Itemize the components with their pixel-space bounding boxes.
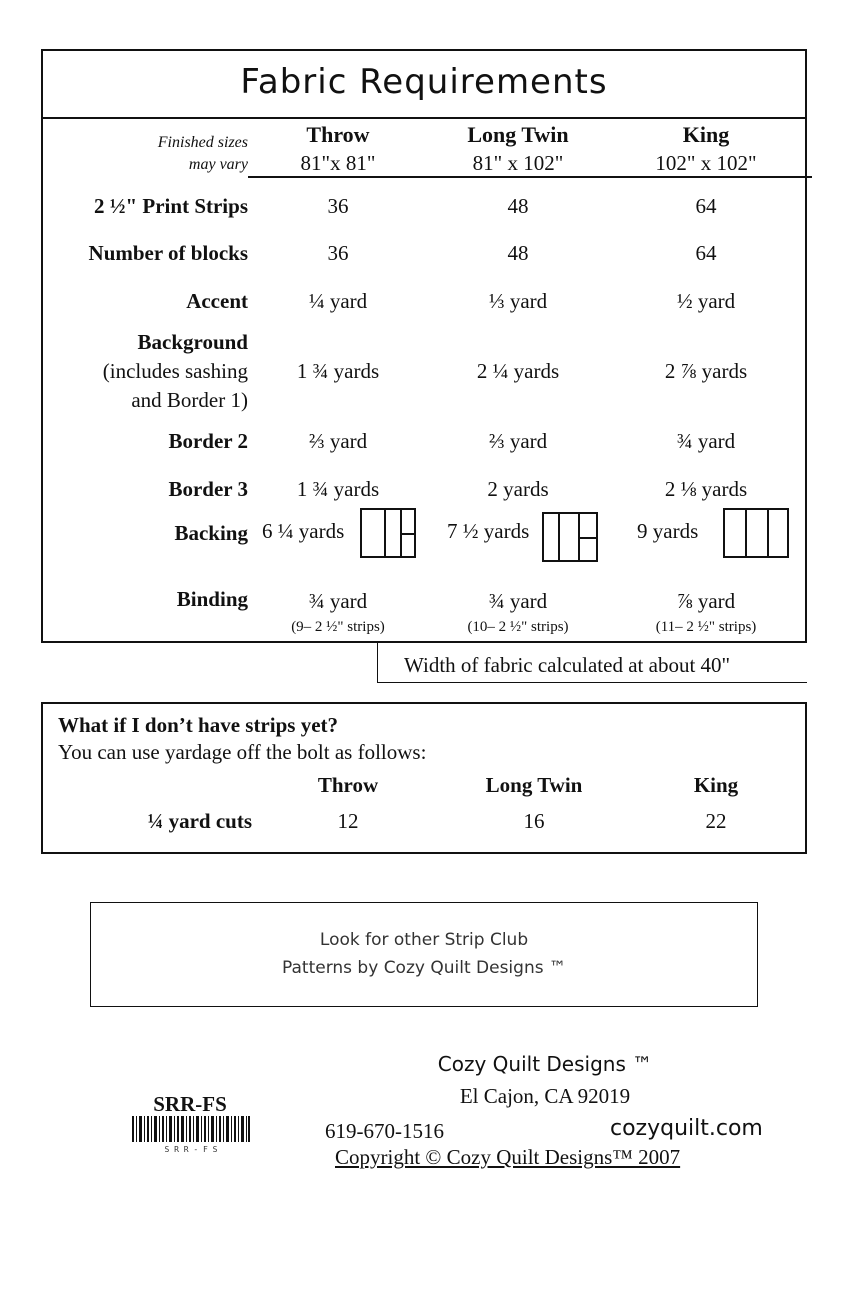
cuts-throw: 12: [337, 809, 359, 833]
binding-note-throw: (9– 2 ½" strips): [291, 619, 385, 635]
column-header-king: King: [682, 122, 730, 147]
print-strips-throw: 36: [327, 194, 349, 218]
row-label-backing: Backing: [174, 521, 248, 545]
blocks-throw: 36: [327, 241, 349, 265]
width-note-left-rule: [377, 643, 378, 683]
binding-note-long-twin: (10– 2 ½" strips): [467, 619, 569, 635]
background-label: Background: [137, 330, 248, 354]
accent-king: ½ yard: [676, 289, 736, 313]
column-header-long-twin: Long Twin: [467, 122, 569, 147]
width-note-bottom-rule: [377, 682, 807, 683]
row-label-accent: Accent: [186, 289, 248, 313]
border3-long-twin: 2 yards: [487, 477, 549, 501]
backing-panel-icon-throw: [360, 508, 416, 558]
border3-throw: 1 ¾ yards: [296, 477, 380, 501]
background-note-2: and Border 1): [131, 388, 248, 412]
binding-long-twin: ¾ yard: [488, 589, 548, 613]
fabric-title: Fabric Requirements: [240, 62, 608, 102]
binding-throw: ¾ yard: [308, 589, 368, 613]
quarter-yard-cuts-label: ¼ yard cuts: [147, 809, 252, 833]
strips-instruction: You can use yardage off the bolt as follows:: [58, 740, 427, 764]
border2-long-twin: ⅔ yard: [488, 429, 548, 453]
row-label-border2: Border 2: [168, 429, 248, 453]
accent-throw: ¼ yard: [308, 289, 368, 313]
company-website: cozyquilt.com: [610, 1116, 763, 1141]
width-of-fabric-note: Width of fabric calculated at about 40": [404, 653, 731, 677]
row-label-blocks: Number of blocks: [88, 241, 248, 265]
binding-note-king: (11– 2 ½" strips): [655, 619, 757, 635]
backing-long-twin: 7 ½ yards: [447, 519, 530, 543]
cuts-king: 22: [705, 809, 727, 833]
blocks-long-twin: 48: [507, 241, 529, 265]
background-king: 2 ⅞ yards: [664, 359, 748, 383]
copyright-line: Copyright © Cozy Quilt Designs™ 2007: [335, 1145, 681, 1169]
promo-line-2: Patterns by Cozy Quilt Designs ™: [282, 958, 566, 978]
backing-king: 9 yards: [637, 519, 699, 543]
size-throw: 81"x 81": [300, 151, 376, 175]
binding-king: ⅞ yard: [676, 589, 736, 613]
border2-throw: ⅔ yard: [308, 429, 368, 453]
accent-long-twin: ⅓ yard: [488, 289, 548, 313]
promo-box: [90, 902, 758, 1007]
alt-header-throw: Throw: [317, 773, 379, 797]
border3-king: 2 ⅛ yards: [664, 477, 748, 501]
barcode-caption: S R R - F S: [164, 1145, 218, 1154]
company-address: El Cajon, CA 92019: [459, 1084, 631, 1108]
size-king: 102" x 102": [655, 151, 757, 175]
title-divider: [41, 117, 807, 119]
backing-throw: 6 ¼ yards: [262, 519, 345, 543]
row-label-border3: Border 3: [168, 477, 248, 501]
sku-label: SRR-FS: [153, 1092, 227, 1116]
row-label-background: [44, 328, 248, 415]
finished-sizes-note: [44, 132, 248, 176]
column-header-throw: Throw: [306, 122, 370, 147]
company-phone: 619-670-1516: [325, 1119, 444, 1143]
cuts-long-twin: 16: [523, 809, 545, 833]
background-note-1: (includes sashing: [102, 359, 248, 383]
alt-header-king: King: [693, 773, 739, 797]
backing-panel-icon-king: [723, 508, 789, 558]
background-throw: 1 ¾ yards: [296, 359, 380, 383]
blocks-king: 64: [695, 241, 717, 265]
strips-question: What if I don’t have strips yet?: [58, 713, 339, 737]
size-long-twin: 81" x 102": [472, 151, 564, 175]
background-long-twin: 2 ¼ yards: [476, 359, 560, 383]
finished-sizes-line: Finished sizes: [157, 134, 248, 151]
border2-king: ¾ yard: [676, 429, 736, 453]
promo-line-1: Look for other Strip Club: [319, 930, 529, 950]
row-label-binding: Binding: [176, 587, 248, 611]
may-vary-line: may vary: [188, 156, 248, 173]
company-name: Cozy Quilt Designs ™: [437, 1052, 653, 1076]
print-strips-king: 64: [695, 194, 717, 218]
backing-panel-icon-long-twin: [542, 512, 598, 562]
print-strips-long-twin: 48: [507, 194, 529, 218]
alt-header-long-twin: Long Twin: [485, 773, 583, 797]
row-label-print-strips: 2 ½" Print Strips: [94, 194, 248, 218]
